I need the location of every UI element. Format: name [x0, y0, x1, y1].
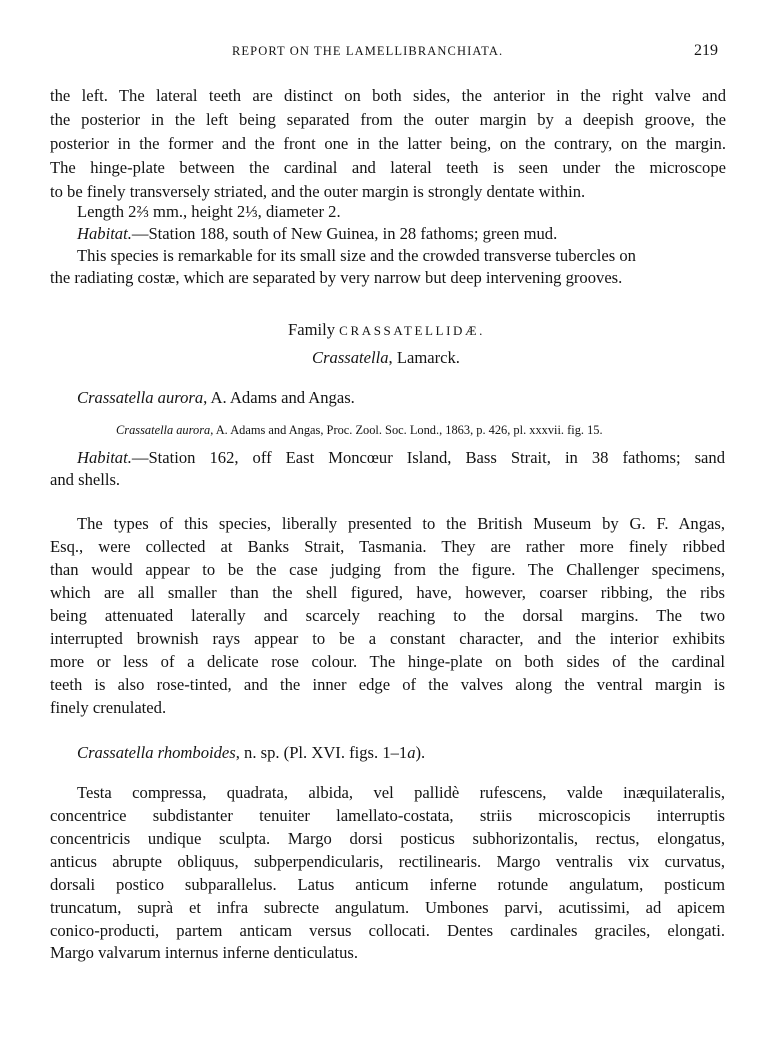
description-line: Esq., were collected at Banks Strait, Tasmania. They are rather more finely ribbed	[50, 537, 725, 556]
description-line: more or less of a delicate rose colour. The hinge-plate on both sides of the cardinal	[50, 652, 725, 671]
intro-line: the posterior in the left being separated from the outer margin by a deepish groove, the	[50, 110, 726, 129]
species-heading	[77, 743, 425, 763]
habitat-label: Habitat.	[77, 224, 132, 243]
habitat-line	[77, 224, 557, 244]
species-heading	[77, 388, 355, 408]
description-line: being attenuated laterally and scarcely reaching to the dorsal margins. The two	[50, 606, 725, 625]
intro-line: The hinge-plate between the cardinal and lateral teeth is seen under the microscope	[50, 158, 726, 177]
latin-line: Testa compressa, quadrata, albida, vel pallidè rufescens, valde inæquilateralis,	[77, 783, 725, 802]
latin-line: concentricis undique sculpta. Margo dorsi posticus subhorizontalis, rectus, elongatus,	[50, 829, 725, 848]
latin-line: Margo valvarum internus inferne denticulatus.	[50, 943, 358, 962]
species-designation: , n. sp. (Pl. XVI. figs. 1–1	[235, 743, 408, 762]
habitat-text: —Station 162, off East Moncœur Island, Bass Strait, in 38 fathoms; sand	[131, 448, 725, 467]
latin-line: conico-producti, partem anticam versus collocati. Dentes cardinales graciles, elongati.	[50, 921, 725, 940]
reference-name: Crassatella aurora	[116, 423, 211, 437]
latin-line: anticus abrupte obliquus, subperpendicularis, rectilinearis. Margo ventralis vix curvatus,	[50, 852, 725, 871]
genus-heading	[312, 348, 460, 368]
description-line: finely crenulated.	[50, 698, 167, 717]
habitat-text: —Station 188, south of New Guinea, in 28 fathoms; green mud.	[131, 224, 558, 243]
description-line: which are all smaller than the shell figured, have, however, coarser ribbing, the ribs	[50, 583, 725, 602]
description-line: The types of this species, liberally presented to the British Museum by G. F. Angas,	[77, 514, 725, 533]
genus-name: Crassatella	[312, 348, 389, 367]
intro-line: to be finely transversely striated, and the outer margin is strongly dentate within.	[50, 182, 586, 201]
intro-line: the left. The lateral teeth are distinct on both sides, the anterior in the right valve and	[50, 86, 726, 105]
description-line: teeth is also rose-tinted, and the inner edge of the valves along the ventral margin is	[50, 675, 725, 694]
latin-line: dorsali postico subparallelus. Latus anticum inferne rotunde angulatum, posticum	[50, 875, 725, 894]
species-author: , A. Adams and Angas.	[203, 388, 355, 407]
designation-end: ).	[415, 743, 426, 762]
habitat-label: Habitat.	[77, 448, 132, 467]
remark-line: This species is remarkable for its small size and the crowded transverse tubercles on	[77, 246, 636, 265]
species-name: Crassatella aurora	[77, 388, 204, 407]
page-header	[0, 44, 776, 66]
page-number: 219	[694, 42, 718, 59]
reference-text: , A. Adams and Angas, Proc. Zool. Soc. Lond., 1863, p. 426, pl. xxxvii. fig. 15.	[210, 423, 603, 437]
genus-author: , Lamarck.	[388, 348, 460, 367]
intro-line: posterior in the former and the front one in the latter being, on the contrary, on the margin.	[50, 134, 726, 153]
latin-line: concentrice subdistanter tenuiter lamellato-costata, striis microscopicis interruptis	[50, 806, 725, 825]
latin-line: truncatum, suprà et infra subrecte angulatum. Umbones parvi, acutissimi, ad apicem	[50, 898, 725, 917]
reference-line	[116, 420, 603, 440]
family-prefix: Family	[288, 320, 340, 339]
habitat-line: and shells.	[50, 470, 121, 489]
dimensions: Length 2⅔ mm., height 2⅓, diameter 2.	[77, 202, 341, 221]
running-head: REPORT ON THE LAMELLIBRANCHIATA.	[232, 44, 504, 58]
family-name: CRASSATELLIDÆ.	[339, 323, 485, 338]
remark-line: the radiating costæ, which are separated by very narrow but deep intervening grooves.	[50, 268, 623, 287]
species-name: Crassatella rhomboides	[77, 743, 236, 762]
description-line: than would appear to be the case judging from the figure. The Challenger specimens,	[50, 560, 725, 579]
figure-letter: a	[407, 743, 416, 762]
family-heading	[288, 320, 485, 341]
habitat-line	[77, 448, 725, 468]
description-line: interrupted brownish rays appear to be a constant character, and the interior exhibits	[50, 629, 725, 648]
